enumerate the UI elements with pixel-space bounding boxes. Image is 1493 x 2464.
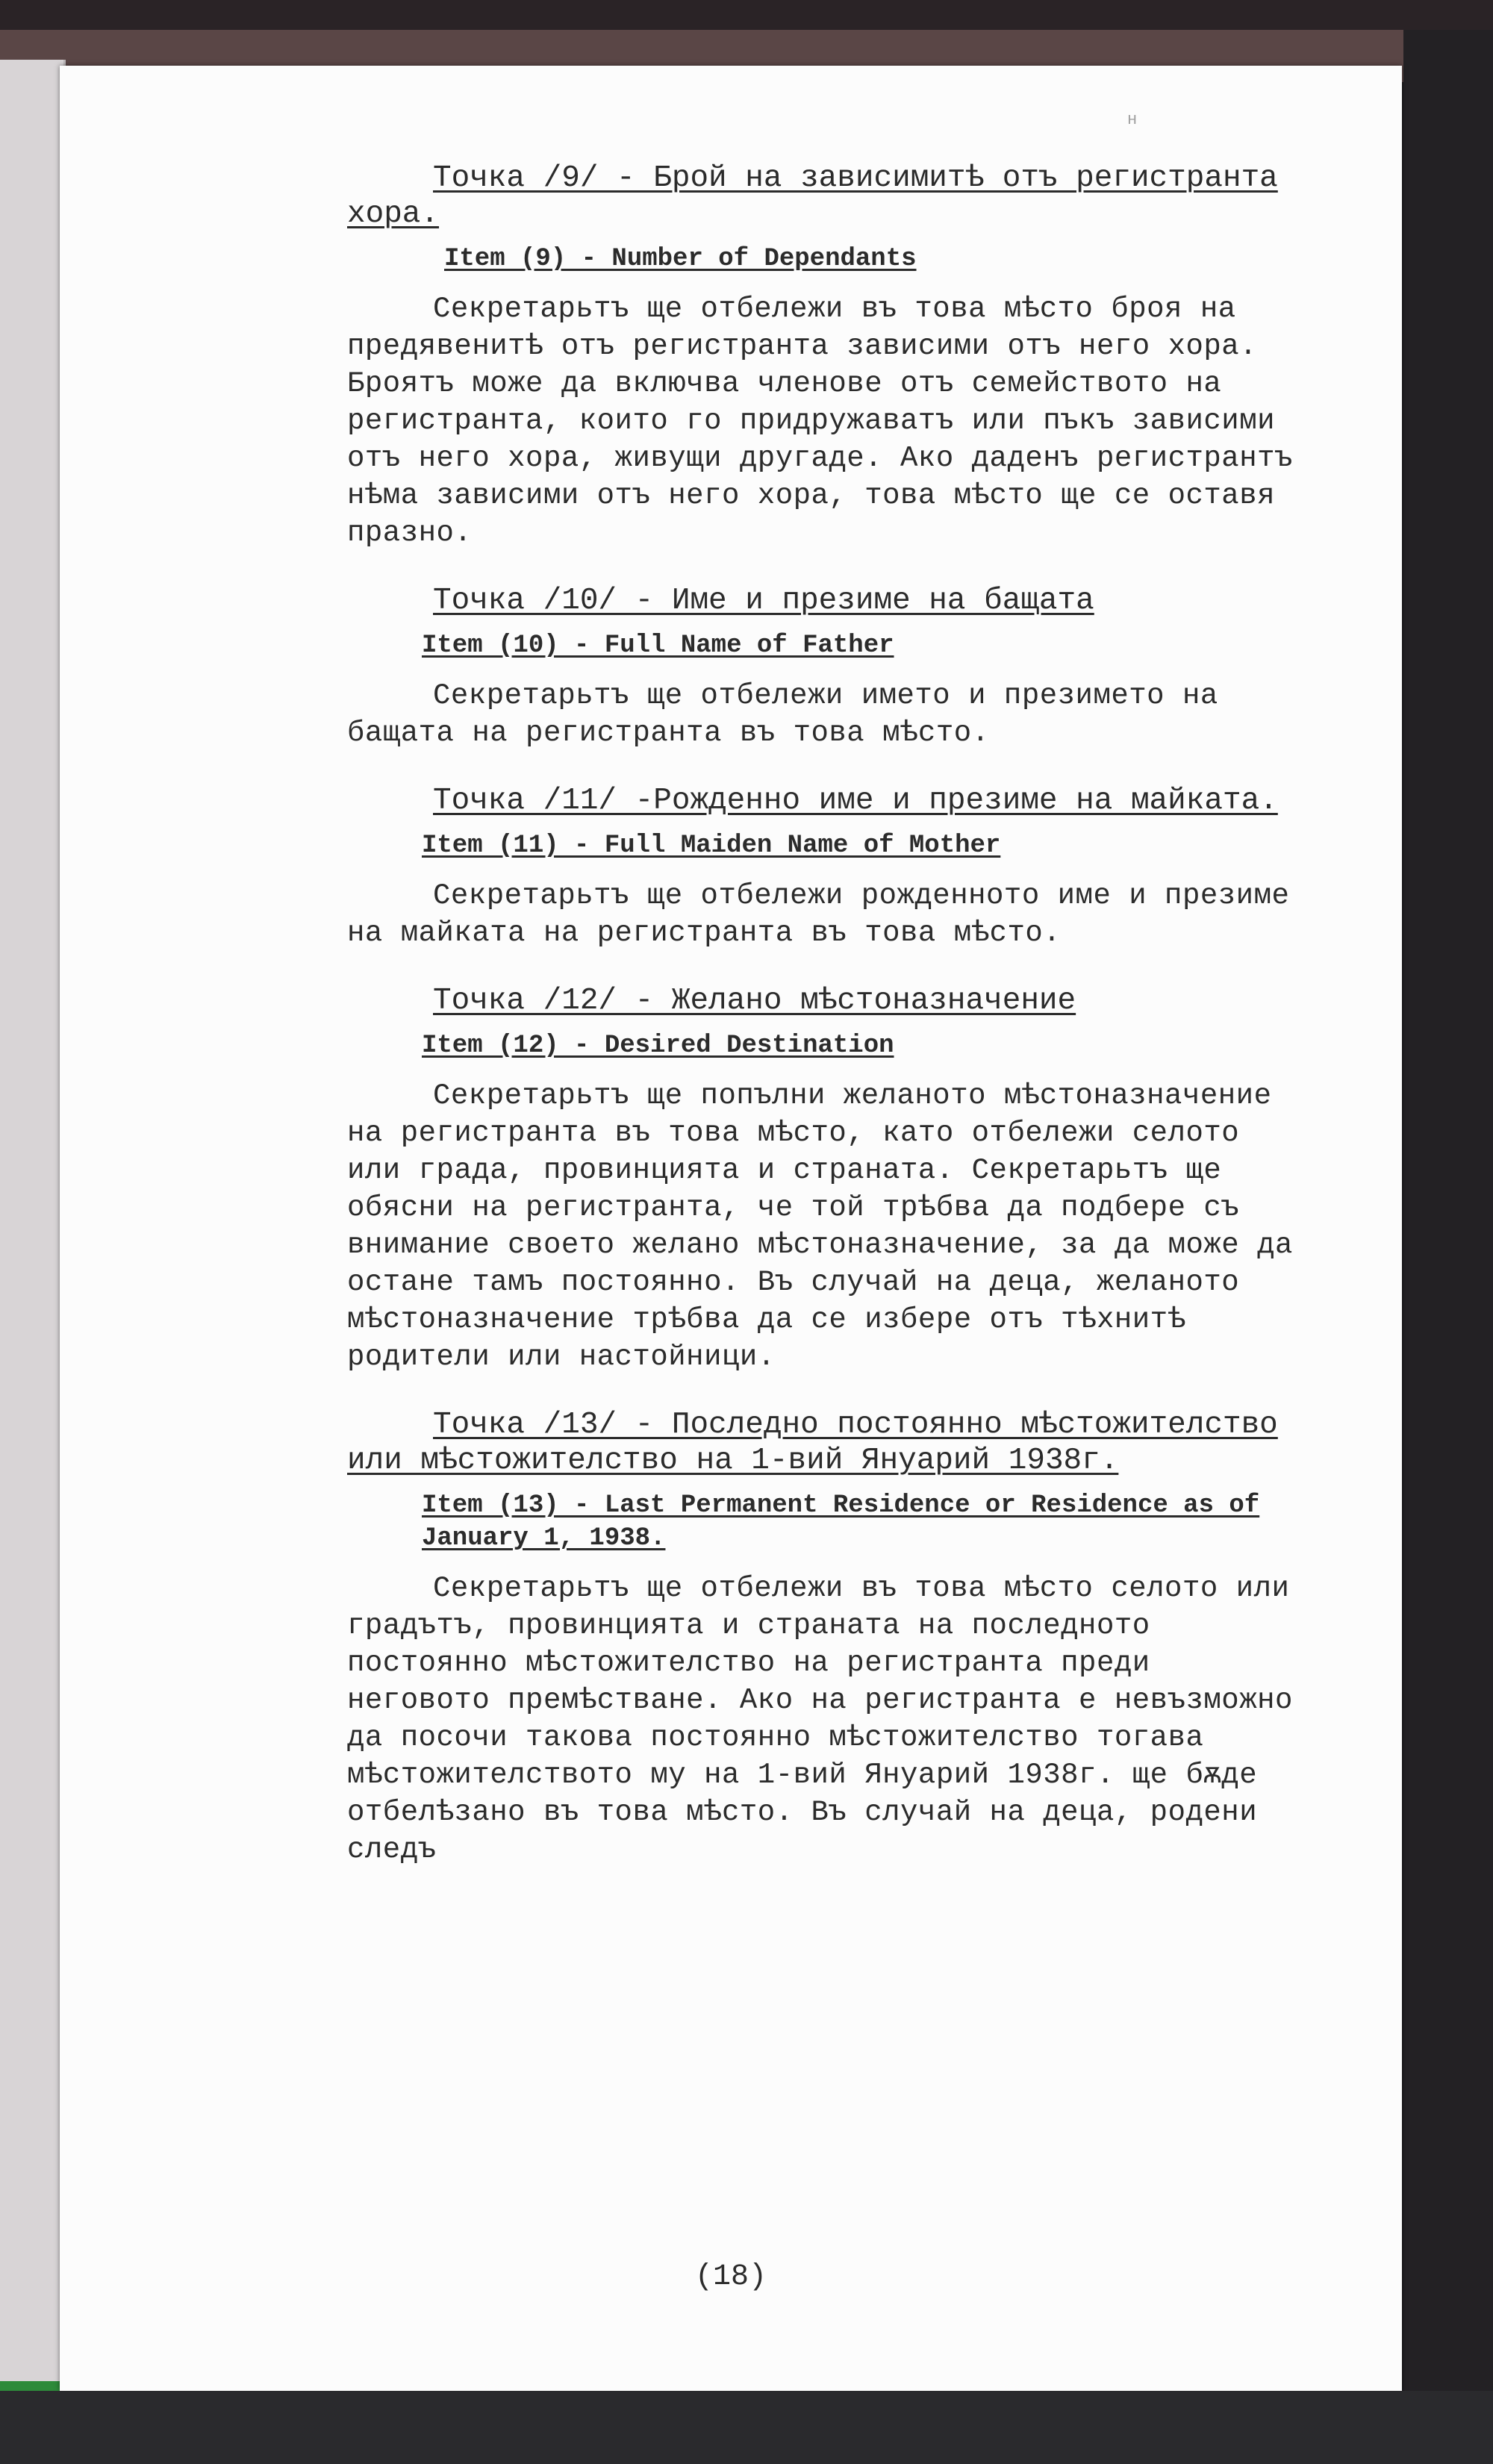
section-heading: Точка /13/ - Последно постоянно мѣстожителство или мѣстожителство на 1-вий Януарий 1938г. — [347, 1408, 1278, 1478]
page-number: (18) — [694, 2260, 767, 2294]
section-body: Секретарьтъ ще попълни желаното мѣстоназначение на регистранта въ това мѣсто, като отбележи селото или града, провинцията и страната. Секретарьтъ ще обясни на регистранта, че той трѣбва да подбере съ внимание своето желано мѣстоназначение, за да може да остане тамъ постоянно. Въ случай на деца, желаното мѣстоназначение трѣбва да се избере отъ тѣхнитѣ родители или настойници. — [347, 1079, 1293, 1373]
section-item-9 — [347, 160, 1295, 552]
section-heading: Точка /11/ -Рожденно име и презиме на майката. — [433, 784, 1278, 818]
section-subheading: Item (12) - Desired Destination — [422, 1032, 894, 1060]
scan-background-right — [1403, 30, 1493, 2464]
corner-mark: н — [1127, 110, 1138, 129]
section-body: Секретарьтъ ще отбележи въ това мѣсто броя на предявенитѣ отъ регистранта зависими отъ него хора. Броятъ може да включва членове отъ семейството на регистранта, които го придружаватъ или пъкъ зависими отъ него хора, живущи другаде. Ако даденъ регистрантъ нѣма зависими отъ него хора, това мѣсто ще се оставя празно. — [347, 293, 1293, 549]
section-subheading: Item (9) - Number of Dependants — [444, 245, 917, 273]
section-item-10 — [347, 583, 1295, 752]
section-body: Секретарьтъ ще отбележи въ това мѣсто селото или градътъ, провинцията и страната на последното постоянно мѣстожителство на регистранта преди неговото премѣстване. Ако на регистранта е невъзможно да посочи такова постоянно мѣстожителство тогава мѣстожителството му на 1-вий Януарий 1938г. ще бѫде отбелѣзано въ това мѣсто. Въ случай на деца, родени следъ — [347, 1572, 1293, 1866]
page-content — [347, 160, 1295, 1900]
scan-background-top — [0, 0, 1493, 30]
section-subheading: Item (10) - Full Name of Father — [422, 631, 894, 660]
section-heading: Точка /10/ - Име и презиме на бащата — [433, 584, 1094, 618]
section-body: Секретарьтъ ще отбележи рожденното име и презиме на майката на регистранта въ това мѣсто. — [347, 879, 1290, 949]
section-subheading: Item (11) - Full Maiden Name of Mother — [422, 832, 1001, 860]
scan-background-bottom — [0, 2391, 1493, 2464]
section-item-11 — [347, 783, 1295, 952]
section-subheading: Item (13) - Last Permanent Residence or Residence as of January 1, 1938. — [422, 1491, 1260, 1553]
section-heading: Точка /12/ - Желано мѣстоназначение — [433, 984, 1076, 1018]
facing-page-edge — [0, 60, 66, 2381]
section-body: Секретарьтъ ще отбележи името и презимето на бащата на регистранта въ това мѣсто. — [347, 679, 1218, 749]
section-heading: Точка /9/ - Брой на зависимитѣ отъ регистранта хора. — [347, 161, 1278, 231]
section-item-12 — [347, 983, 1295, 1376]
section-item-13 — [347, 1407, 1295, 1868]
